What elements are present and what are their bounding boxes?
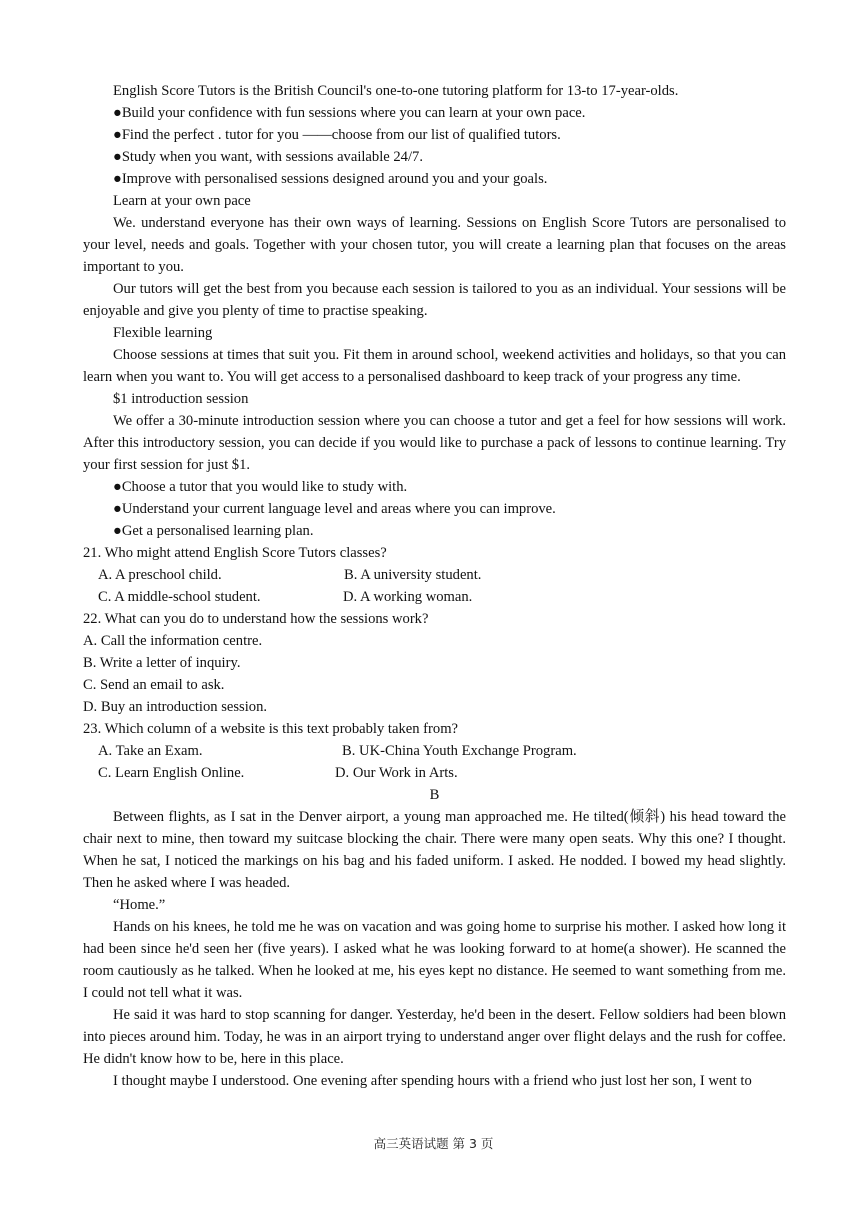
option-row: [83, 586, 786, 608]
option-b: B. Write a letter of inquiry.: [83, 655, 241, 671]
question-stem: 21. Who might attend English Score Tutors classes?: [83, 545, 387, 561]
page-content: [83, 80, 786, 1092]
option-c: C. A middle-school student.: [98, 589, 261, 605]
question-stem: 22. What can you do to understand how the sessions work?: [83, 611, 429, 627]
option-a: A. Take an Exam.: [98, 743, 203, 759]
bullet-item: ●Improve with personalised sessions designed around you and your goals.: [113, 171, 548, 187]
option-row: [83, 564, 786, 586]
option-a: A. A preschool child.: [98, 567, 222, 583]
bullet-item: ●Find the perfect . tutor for you ——choose from our list of qualified tutors.: [113, 127, 561, 143]
section-heading: Learn at your own pace: [113, 193, 251, 209]
option-c: C. Send an email to ask.: [83, 677, 225, 693]
paragraph: Between flights, as I sat in the Denver airport, a young man approached me. He tilted(倾斜) his head toward the chair next to mine, then toward my suitcase blocking the chair. There were many open seats. Why this one? I thought. When he sat, I noticed the markings on his bag and his faded uniform. I asked. He nodded. I bowed my head slightly. Then he asked where I was headed.: [83, 809, 786, 891]
option-b: B. UK-China Youth Exchange Program.: [342, 743, 577, 759]
bullet-item: ●Study when you want, with sessions available 24/7.: [113, 149, 423, 165]
passage-a-intro: English Score Tutors is the British Council's one-to-one tutoring platform for 13-to 17-year-olds.: [113, 83, 679, 99]
option-a: A. Call the information centre.: [83, 633, 263, 649]
paragraph: We. understand everyone has their own ways of learning. Sessions on English Score Tutors are personalised to your level, needs and goals. Together with your chosen tutor, you will create a learning plan that focuses on the areas important to you.: [83, 215, 786, 275]
paragraph: Hands on his knees, he told me he was on vacation and was going home to surprise his mother. I asked how long it had been since he'd seen her (five years). I asked what he was looking forward to at home(a shower). He scanned the room cautiously as he talked. When he looked at me, his eyes kept no distance. He seemed to want something from me. I could not tell what it was.: [83, 919, 786, 1001]
question-stem: 23. Which column of a website is this text probably taken from?: [83, 721, 459, 737]
page-footer: 高三英语试题 第 3 页: [373, 1136, 494, 1151]
option-d: D. A working woman.: [343, 589, 473, 605]
paragraph: I thought maybe I understood. One evening after spending hours with a friend who just lost her son, I went to: [113, 1073, 752, 1089]
passage-b-label: B: [429, 787, 440, 803]
section-heading: $1 introduction session: [113, 391, 249, 407]
section-heading: Flexible learning: [113, 325, 213, 341]
option-d: D. Our Work in Arts.: [335, 765, 458, 781]
paragraph: We offer a 30-minute introduction session where you can choose a tutor and get a feel for how sessions will work. After this introductory session, you can decide if you would like to purchase a pack of lessons to continue learning. Try your first session for just $1.: [83, 413, 786, 473]
option-c: C. Learn English Online.: [98, 765, 245, 781]
bullet-item: ●Choose a tutor that you would like to study with.: [113, 479, 408, 495]
bullet-item: ●Build your confidence with fun sessions where you can learn at your own pace.: [113, 105, 586, 121]
option-b: B. A university student.: [344, 567, 482, 583]
option-row: [83, 740, 786, 762]
option-d: D. Buy an introduction session.: [83, 699, 268, 715]
option-row: [83, 762, 786, 784]
paragraph: Our tutors will get the best from you because each session is tailored to you as an individual. Your sessions will be enjoyable and give you plenty of time to practise speaking.: [83, 281, 786, 319]
dialogue-line: “Home.”: [113, 897, 166, 913]
paragraph: Choose sessions at times that suit you. Fit them in around school, weekend activities and holidays, so that you can learn when you want to. You will get access to a personalised dashboard to keep track of your progress any time.: [83, 347, 786, 385]
paragraph: He said it was hard to stop scanning for danger. Yesterday, he'd been in the desert. Fellow soldiers had been blown into pieces around him. Today, he was in an airport trying to understand anger over flight delays and the rush for coffee. He didn't know how to be, here in this place.: [83, 1007, 786, 1067]
bullet-item: ●Understand your current language level and areas where you can improve.: [113, 501, 556, 517]
bullet-item: ●Get a personalised learning plan.: [113, 523, 314, 539]
